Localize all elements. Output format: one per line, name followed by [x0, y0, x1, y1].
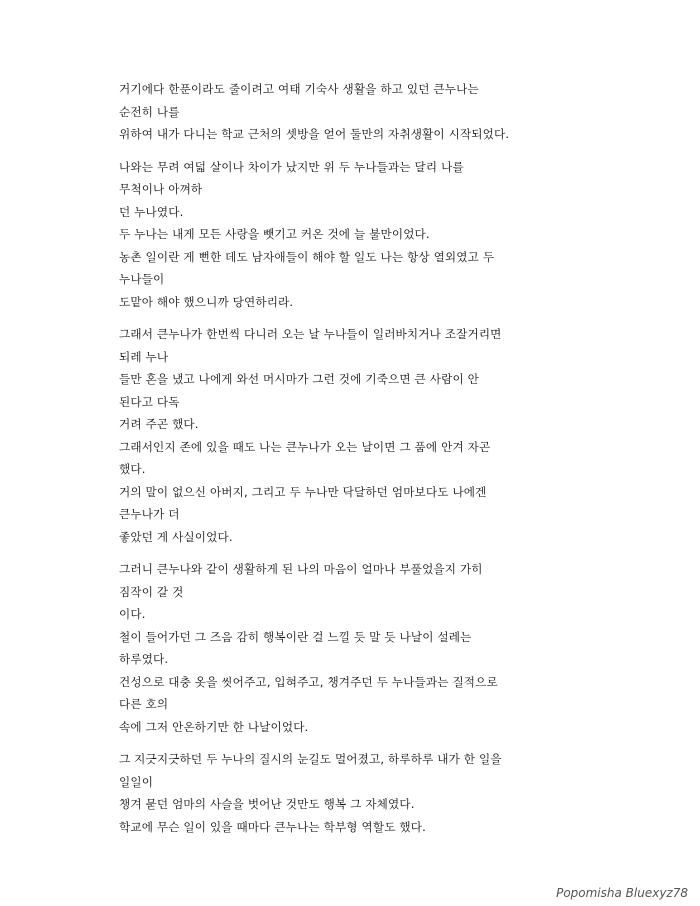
paragraph-4 — [119, 558, 589, 738]
text-line: 누나들이 — [119, 272, 165, 286]
text-line: 되레 누나 — [119, 349, 169, 364]
text-line: 던 누나였다. — [119, 204, 184, 219]
text-line: 챙겨 묻던 엄마의 사슬을 벗어난 것만도 행복 그 자체였다. — [119, 797, 415, 811]
text-line: 그래서인지 존에 있을 때도 나는 큰누나가 오는 날이면 그 품에 안겨 자곤 — [119, 439, 491, 454]
text-line: 했다. — [119, 462, 146, 476]
text-line: 무척이나 아껴하 — [119, 182, 203, 196]
text-line: 도맡아 해야 했으니까 당연하리라. — [119, 294, 294, 309]
text-line: 건성으로 대충 옷을 씻어주고, 입혀주고, 챙겨주던 두 누나들과는 질적으로 — [119, 674, 498, 689]
footer-signature: Popomisha Bluexyz78 — [556, 886, 688, 900]
paragraph-1 — [119, 78, 589, 146]
text-line: 그 지긋지긋하던 두 누나의 질시의 눈길도 멀어졌고, 하루하루 내가 한 일을 — [119, 752, 502, 766]
text-line: 큰누나가 더 — [119, 507, 180, 521]
text-line: 거려 주곤 했다. — [119, 417, 199, 431]
text-line: 들만 혼을 냈고 나에게 와선 머시마가 그런 것에 기죽으면 큰 사람이 안 — [119, 372, 479, 386]
text-line: 하루였다. — [119, 652, 169, 666]
text-line: 거기에다 한푼이라도 줄이려고 여태 기숙사 생활을 하고 있던 큰누나는 — [119, 82, 479, 96]
text-line: 일일이 — [119, 774, 154, 789]
paragraph-3 — [119, 323, 589, 548]
text-line: 된다고 다독 — [119, 394, 180, 409]
text-line: 속에 그저 안온하기만 한 나날이었다. — [119, 719, 309, 734]
paragraph-2 — [119, 156, 589, 314]
text-line: 농촌 일이란 게 뻔한 데도 남자애들이 해야 할 일도 나는 항상 열외였고 두 — [119, 249, 495, 264]
text-line: 이다. — [119, 607, 146, 621]
body-text — [119, 78, 589, 848]
text-line: 짐작이 갈 것 — [119, 584, 184, 599]
text-line: 좋았던 게 사실이었다. — [119, 529, 233, 544]
text-line: 학교에 무슨 일이 있을 때마다 큰누나는 학부형 역할도 했다. — [119, 819, 426, 834]
text-line: 그래서 큰누나가 한번씩 다니러 오는 날 누나들이 일러바치거나 조잘거리면 — [119, 327, 502, 341]
paragraph-5 — [119, 748, 589, 838]
text-line: 다른 호의 — [119, 697, 169, 711]
text-line: 두 누나는 내게 모든 사랑을 뺏기고 커온 것에 늘 불만이었다. — [119, 227, 430, 241]
text-line: 순전히 나를 — [119, 104, 180, 119]
text-line: 그러니 큰누나와 같이 생활하게 된 나의 마음이 얼마나 부풀었을지 가히 — [119, 562, 483, 576]
text-line: 거의 말이 없으신 아버지, 그리고 두 누나만 닥달하던 엄마보다도 나에겐 — [119, 484, 487, 499]
text-line: 위하여 내가 다니는 학교 근처의 셋방을 얻어 둘만의 자취생활이 시작되었다. — [119, 127, 510, 141]
text-line: 철이 들어가던 그 즈음 감히 행복이란 걸 느낄 듯 말 듯 나날이 설레는 — [119, 629, 472, 644]
text-line: 나와는 무려 여덟 살이나 차이가 났지만 위 두 누나들과는 달리 나를 — [119, 159, 464, 174]
